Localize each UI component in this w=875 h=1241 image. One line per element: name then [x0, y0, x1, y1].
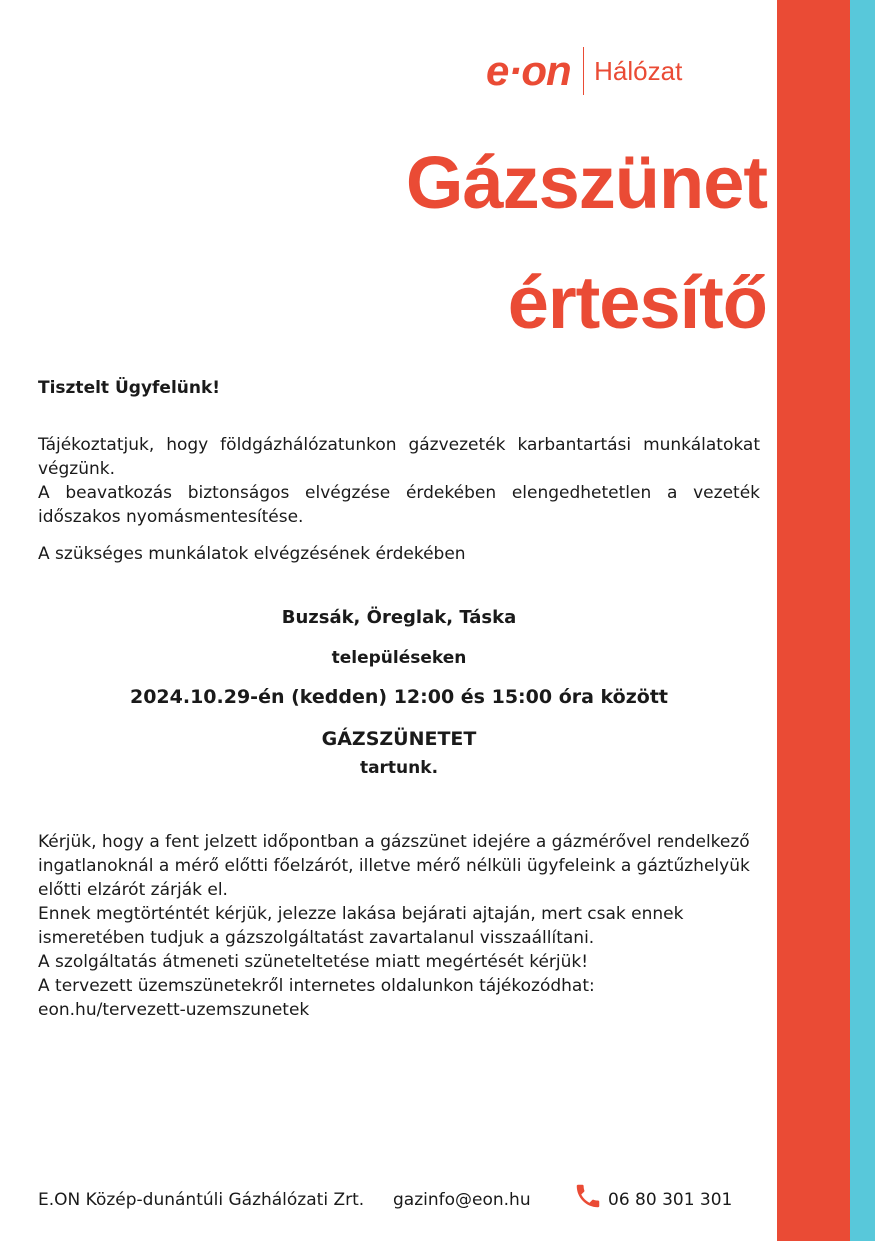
intro-paragraph	[38, 433, 760, 529]
decorative-blue-stripe	[850, 0, 875, 1241]
outage-heading: GÁZSZÜNETET	[321, 728, 477, 750]
footer	[38, 1190, 768, 1214]
settlements-label: településeken	[331, 648, 467, 668]
greeting: Tisztelt Ügyfelünk!	[38, 378, 221, 398]
intro-text-1: Tájékoztatjuk, hogy földgázhálózatunkon gázvezeték karbantartási munkálatokat végzünk.	[38, 435, 760, 479]
phone-number: 06 80 301 301	[608, 1190, 733, 1210]
intro-text-2: A beavatkozás biztonságos elvégzése érdekében elengedhetetlen a vezeték időszakos nyomásmentesítése.	[38, 483, 760, 527]
contact-email: gazinfo@eon.hu	[393, 1190, 531, 1210]
company-name: E.ON Közép-dunántúli Gázhálózati Zrt.	[38, 1190, 365, 1210]
page-title-line2: értesítő	[507, 261, 767, 344]
instruction-paragraph: Kérjük, hogy a fent jelzett időpontban a gázszünet idejére a gázmérővel rendelkező ingatlanoknál a mérő előtti főelzárót, illetve mérő nélküli ügyfeleink a gáztűzhelyük előtti elzárót zárják el.	[38, 832, 750, 900]
need-text: A szükséges munkálatok elvégzésének érdekében	[38, 544, 466, 564]
page-title-line1: Gázszünet	[405, 141, 767, 224]
logo-divider	[583, 47, 585, 95]
affected-places: Buzsák, Öreglak, Táska	[281, 607, 517, 628]
info-url: eon.hu/tervezett-uzemszunetek	[38, 1000, 310, 1020]
instruction-paragraph: A tervezett üzemszünetekről internetes oldalunkon tájékozódhat:	[38, 976, 595, 996]
logo-mark: e·on	[486, 47, 571, 94]
instructions-body	[38, 830, 760, 1022]
eon-logo	[486, 46, 682, 96]
outage-time: 2024.10.29-én (kedden) 12:00 és 15:00 óra között	[129, 686, 669, 708]
outage-keep: tartunk.	[359, 758, 439, 778]
logo-subtitle: Hálózat	[594, 56, 683, 86]
instruction-paragraph: Ennek megtörténtét kérjük, jelezze lakása bejárati ajtaján, mert csak ennek ismeretében tudjuk a gázszolgáltatást zavartalanul visszaállítani.	[38, 904, 684, 948]
decorative-red-stripe	[777, 0, 850, 1241]
phone-icon	[573, 1181, 603, 1211]
instruction-paragraph: A szolgáltatás átmeneti szüneteltetése miatt megértését kérjük!	[38, 952, 589, 972]
